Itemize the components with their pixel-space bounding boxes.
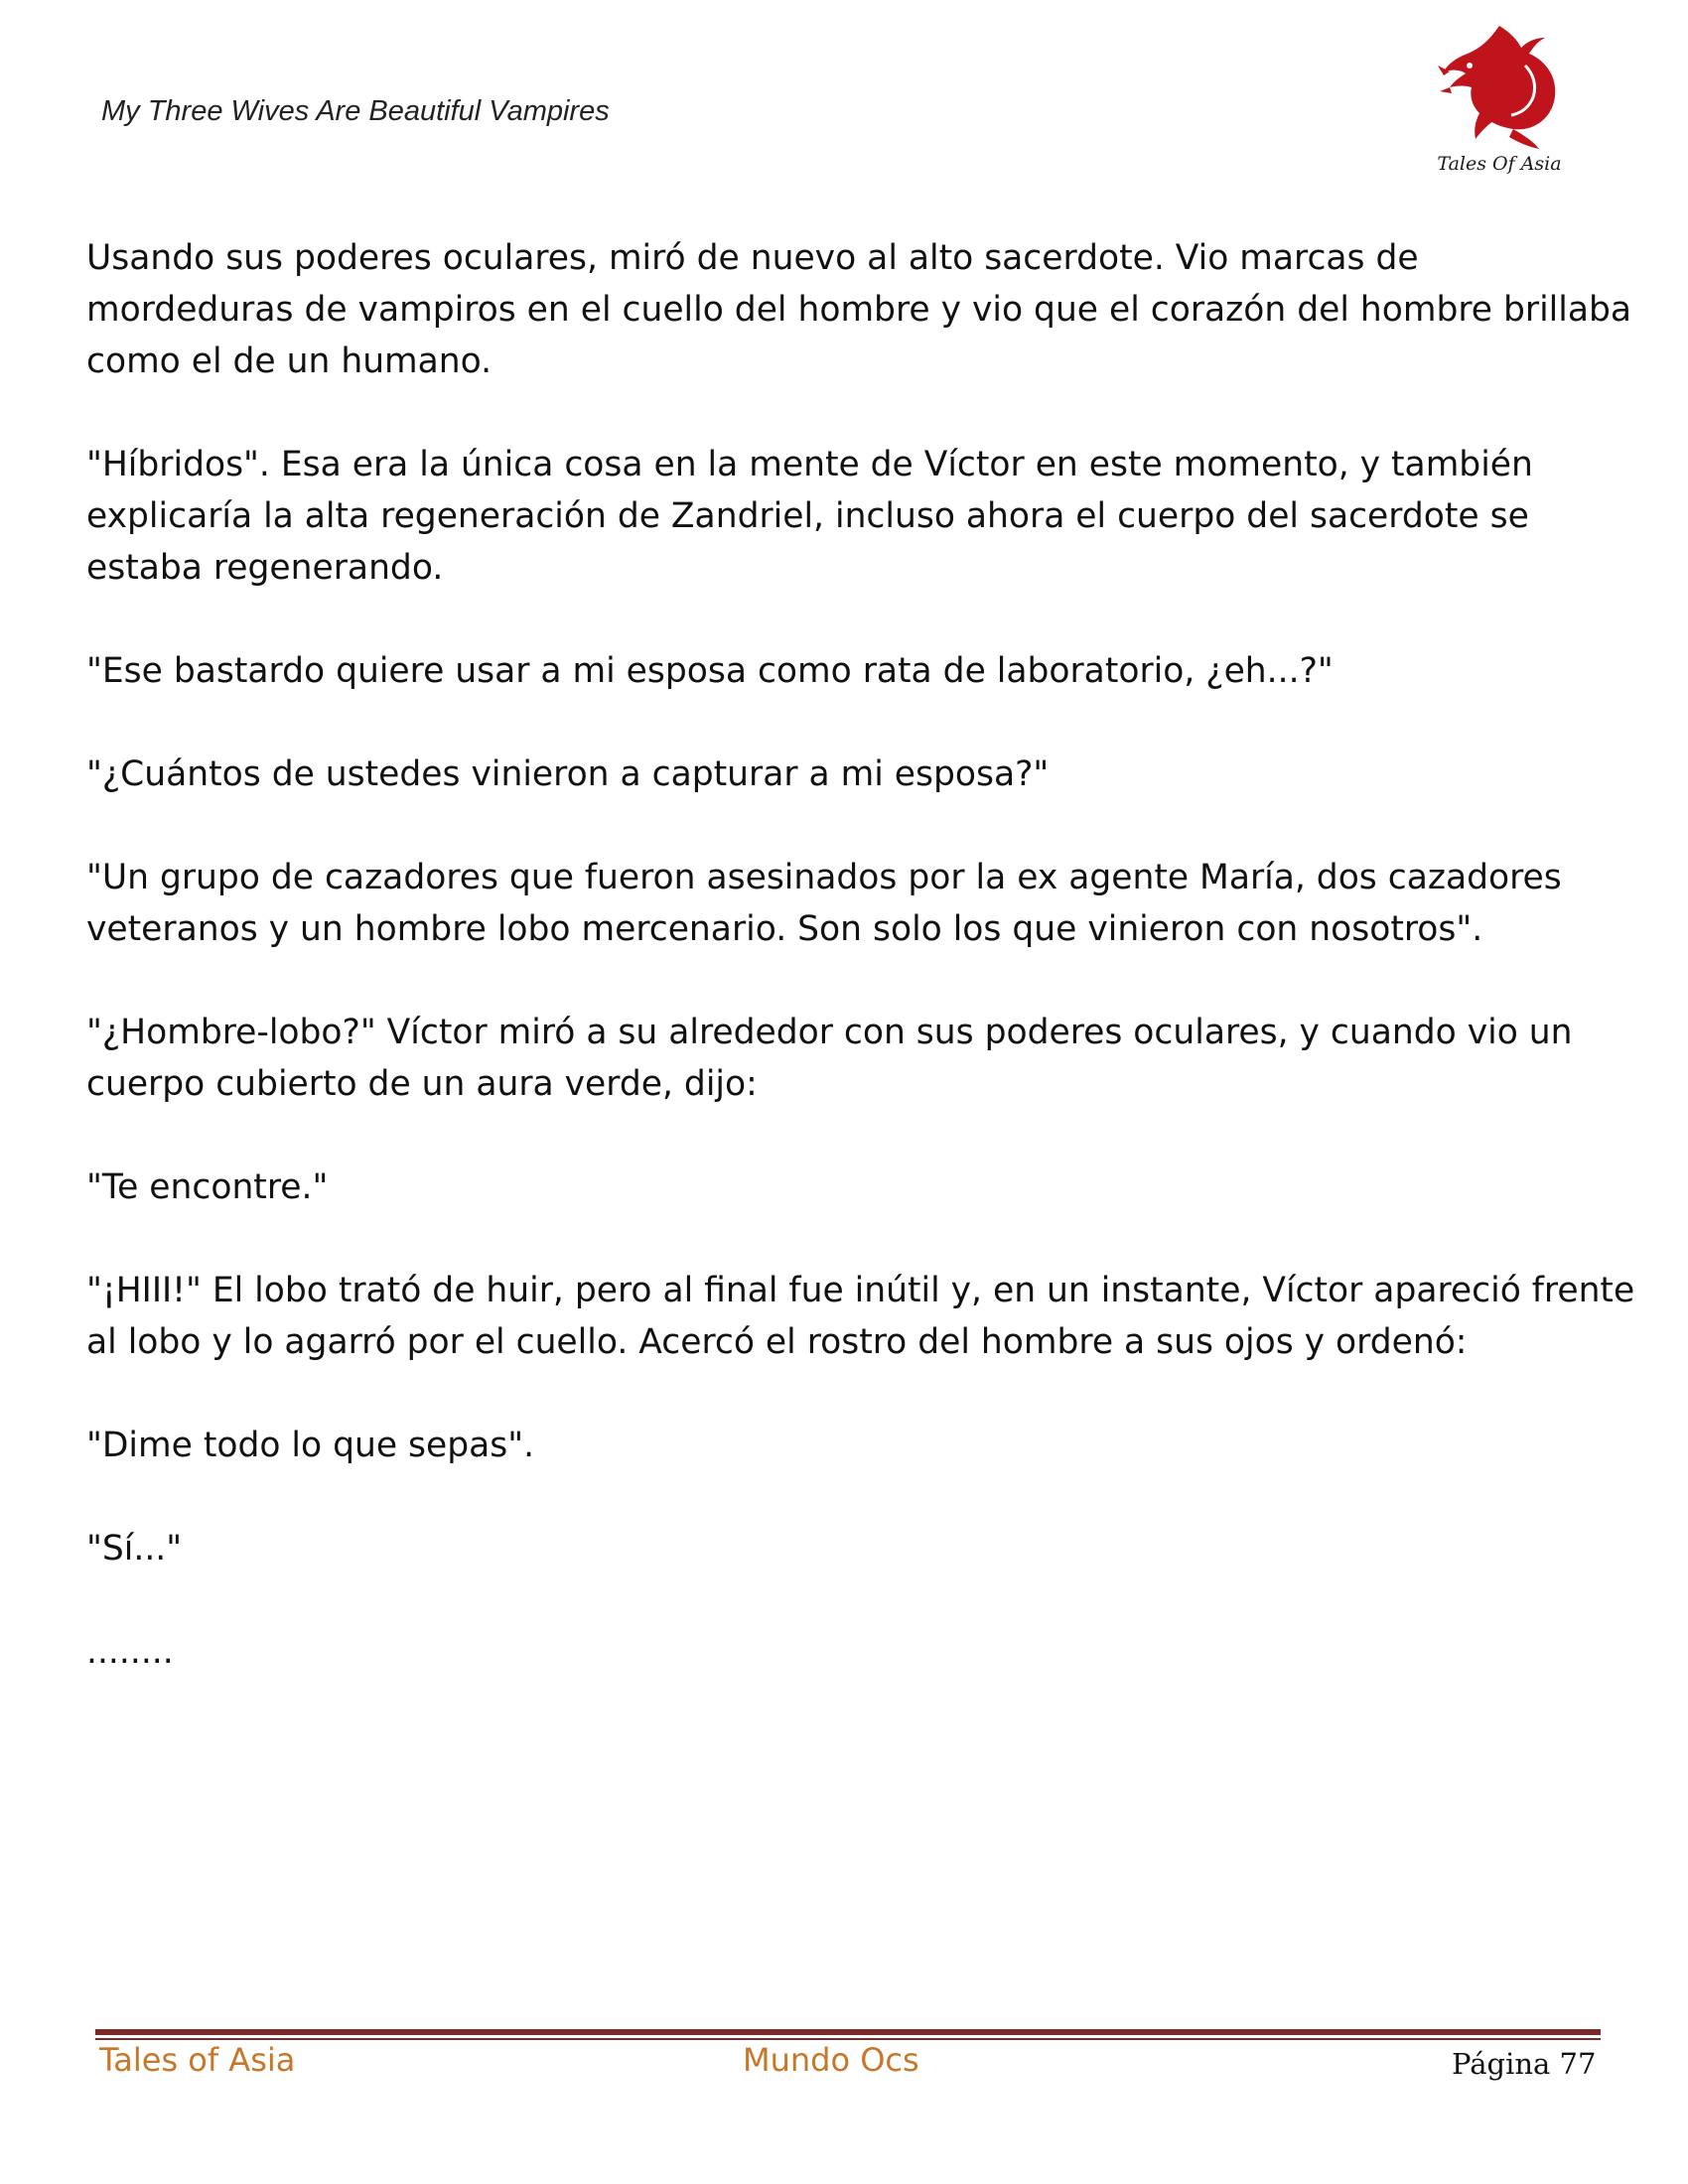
page-number: Página 77 xyxy=(1452,2047,1597,2081)
logo-caption: Tales Of Asia xyxy=(1437,153,1562,175)
paragraph: "¿Hombre-lobo?" Víctor miró a su alrededor con sus poderes oculares, y cuando vio un cuerpo cubierto de un aura verde, dijo: xyxy=(86,1013,1573,1104)
dragon-icon xyxy=(1430,18,1569,157)
document-body xyxy=(86,232,1635,1729)
paragraph: ........ xyxy=(86,1632,174,1672)
footer-translator: Mundo Ocs xyxy=(743,2041,919,2079)
paragraph: "Dime todo lo que sepas". xyxy=(86,1426,535,1465)
paragraph: Usando sus poderes oculares, miró de nuevo al alto sacerdote. Vio marcas de mordeduras de vampiros en el cuello del hombre y vio que el corazón del hombre brillaba como el de un humano. xyxy=(86,238,1632,381)
footer-publisher: Tales of Asia xyxy=(99,2041,296,2079)
paragraph: "Te encontre." xyxy=(86,1167,329,1207)
paragraph: "¿Cuántos de ustedes vinieron a capturar a mi esposa?" xyxy=(86,754,1050,794)
paragraph: "Ese bastardo quiere usar a mi esposa como rata de laboratorio, ¿eh...?" xyxy=(86,651,1334,691)
paragraph: "Un grupo de cazadores que fueron asesinados por la ex agente María, dos cazadores veteranos y un hombre lobo mercenario. Son solo los que vinieron con nosotros". xyxy=(86,858,1562,949)
tales-of-asia-logo xyxy=(1430,18,1569,187)
document-header-title: My Three Wives Are Beautiful Vampires xyxy=(101,95,610,127)
paragraph: "Sí..." xyxy=(86,1529,183,1569)
paragraph: "¡HIII!" El lobo trató de huir, pero al final fue inútil y, en un instante, Víctor apareció frente al lobo y lo agarró por el cuello. Acercó el rostro del hombre a sus ojos y ordenó: xyxy=(86,1271,1635,1362)
paragraph: "Híbridos". Esa era la única cosa en la mente de Víctor en este momento, y también explicaría la alta regeneración de Zandriel, incluso ahora el cuerpo del sacerdote se estaba regenerando. xyxy=(86,445,1533,588)
